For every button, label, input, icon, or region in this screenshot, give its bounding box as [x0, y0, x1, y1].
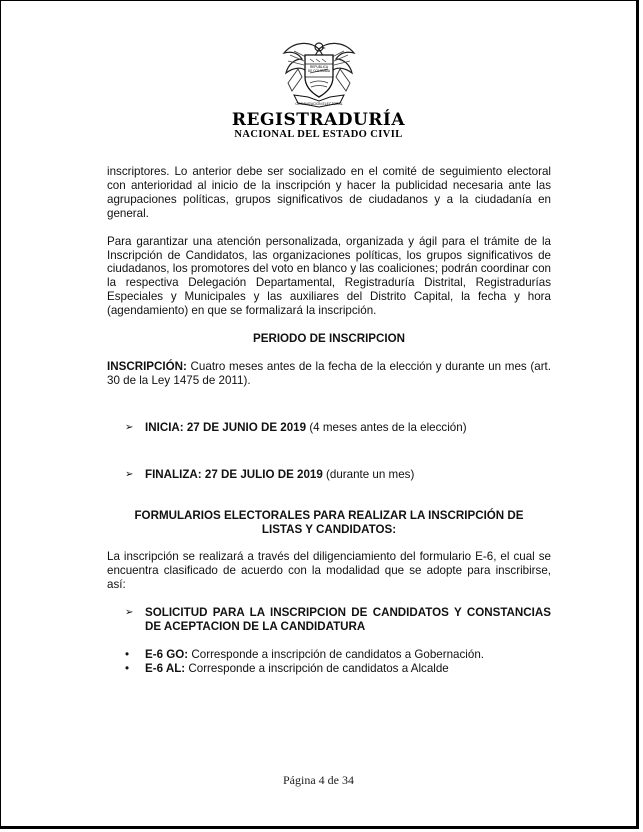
section-heading-forms-line1: FORMULARIOS ELECTORALES PARA REALIZAR LA INSCRIPCIÓN DE: [134, 508, 524, 522]
form-description: Corresponde a inscripción de candidatos a Alcalde: [185, 661, 449, 675]
inscription-text: Cuatro meses antes de la fecha de la elección y durante un mes (art. 30 de la Ley 1475 de 2011).: [107, 359, 551, 387]
start-date-note: (4 meses antes de la elección): [306, 420, 467, 434]
form-item: [125, 648, 551, 662]
arrow-bullet-icon: ➢: [125, 468, 134, 480]
document-body: [107, 165, 551, 676]
arrow-bullet-icon: ➢: [125, 607, 134, 619]
inscription-paragraph: [107, 360, 551, 388]
section-heading-forms-line2: LISTAS Y CANDIDATOS:: [261, 522, 397, 536]
form-item: [125, 662, 551, 676]
request-item: [125, 606, 551, 634]
inscription-label: INSCRIPCIÓN:: [107, 359, 187, 373]
form-code: E-6 GO:: [145, 647, 189, 661]
form-code: E-6 AL:: [145, 661, 186, 675]
paragraph-2: Para garantizar una atención personalizada, organizada y ágil para el trámite de la Inscripción de Candidatos, las organizaciones políticas, los grupos significativos de ciudadanos, los promotores del voto en blanco y las coaliciones; podrán coordinar con la respectiva Delegación Departamental, Registraduría Distrital, Registradurías Especiales y Municipales y las auxiliares del Distrito Capital, la fecha y hora (agendamiento) en que se formalizará la inscripción.: [107, 234, 551, 318]
letterhead: [1, 39, 636, 141]
paragraph-1: inscriptores. Lo anterior debe ser socializado en el comité de seguimiento electoral con anterioridad al inicio de la inscripción y hacer la publicidad necesaria ante las agrupaciones políticas, grupos significativos de ciudadanos y a la ciudadanía en general.: [107, 165, 551, 220]
start-date: INICIA: 27 DE JUNIO DE 2019: [145, 420, 307, 434]
section-heading-forms: [107, 509, 551, 537]
org-subtitle: NACIONAL DEL ESTADO CIVIL: [234, 129, 403, 140]
arrow-bullet-icon: ➢: [125, 421, 134, 433]
coat-of-arms-icon: [280, 39, 358, 109]
bullet-icon: •: [125, 661, 130, 675]
svg-text:DE COLOMBIA: DE COLOMBIA: [307, 69, 330, 73]
end-date-note: (durante un mes): [322, 467, 415, 481]
bullet-icon: •: [125, 647, 130, 661]
svg-text:REPUBLICA: REPUBLICA: [309, 65, 328, 69]
org-name: REGISTRADURÍA: [231, 110, 406, 130]
svg-text:ORGANIZACION ELECTORAL: ORGANIZACION ELECTORAL: [294, 102, 343, 106]
form-description: Corresponde a inscripción de candidatos a Gobernación.: [188, 647, 484, 661]
start-date-item: [125, 421, 551, 435]
request-heading: SOLICITUD PARA LA INSCRIPCION DE CANDIDATOS Y CONSTANCIAS DE ACEPTACION DE LA CANDIDATURA: [145, 606, 551, 634]
forms-intro: La inscripción se realizará a través del diligenciamiento del formulario E-6, el cual se encuentra clasificado de acuerdo con la modalidad que se adopte para inscribirse, así:: [107, 550, 551, 592]
section-heading-period: PERIODO DE INSCRIPCION: [252, 332, 406, 346]
end-date-item: [125, 468, 551, 482]
end-date: FINALIZA: 27 DE JULIO DE 2019: [145, 467, 323, 481]
page-number: Página 4 de 34: [283, 773, 354, 787]
